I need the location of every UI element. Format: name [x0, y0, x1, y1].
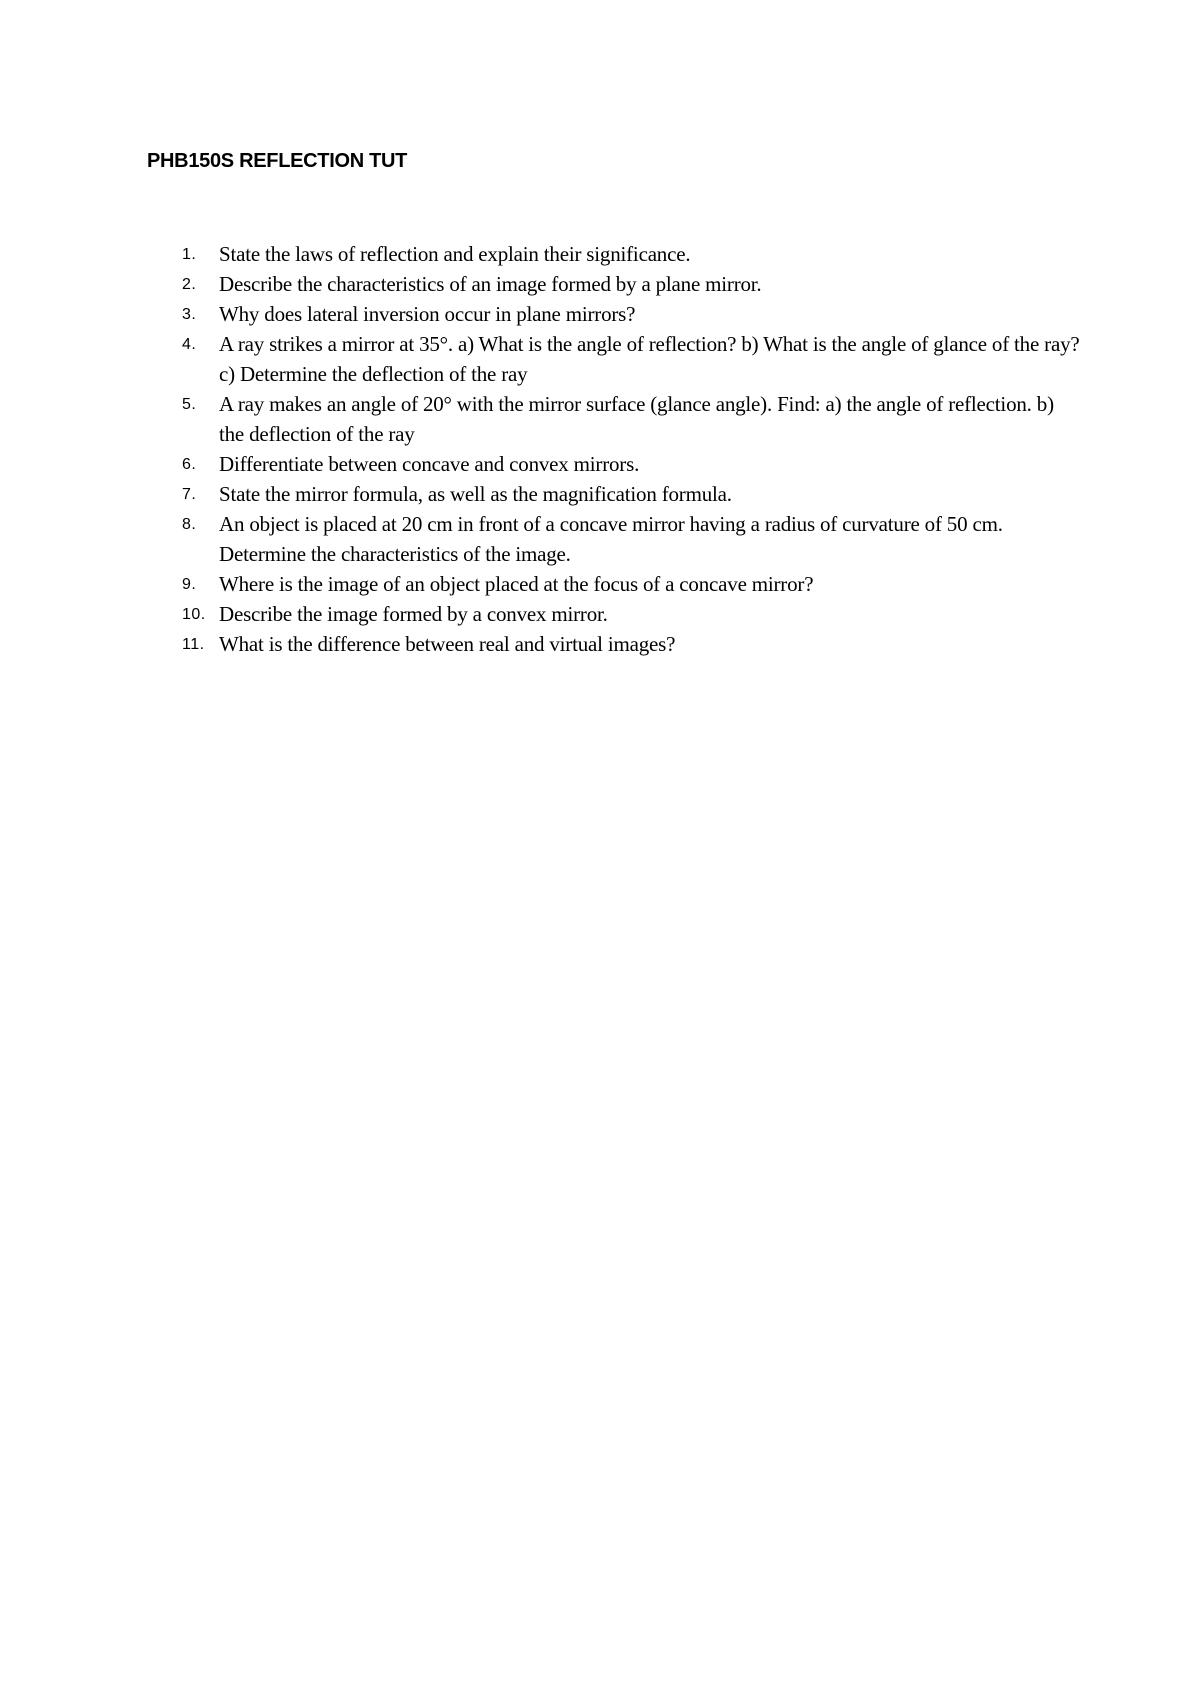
question-number: 10.	[182, 606, 206, 623]
question-number: 7.	[182, 486, 197, 503]
question-item	[182, 299, 1082, 329]
question-item	[182, 599, 1082, 629]
question-text: Describe the characteristics of an image formed by a plane mirror.	[219, 272, 762, 296]
question-text: A ray strikes a mirror at 35°. a) What is the angle of reflection? b) What is the angle of glance of the ray? c) Determine the deflection of the ray	[219, 332, 1080, 386]
question-number: 6.	[182, 456, 197, 473]
question-text: An object is placed at 20 cm in front of a concave mirror having a radius of curvature of 50 cm. Determine the characteristics of the image.	[219, 512, 1003, 566]
question-item	[182, 389, 1082, 449]
question-list	[182, 239, 1082, 659]
question-item	[182, 479, 1082, 509]
question-number: 1.	[182, 246, 197, 263]
question-item	[182, 269, 1082, 299]
question-number: 2.	[182, 276, 197, 293]
question-item	[182, 449, 1082, 479]
question-number: 11.	[182, 636, 205, 653]
question-text: State the mirror formula, as well as the magnification formula.	[219, 482, 732, 506]
question-text: What is the difference between real and virtual images?	[219, 632, 676, 656]
question-item	[182, 329, 1082, 389]
question-number: 9.	[182, 576, 197, 593]
question-item	[182, 509, 1082, 569]
question-text: Describe the image formed by a convex mirror.	[219, 602, 608, 626]
question-item	[182, 239, 1082, 269]
question-number: 5.	[182, 396, 197, 413]
question-text: Why does lateral inversion occur in plane mirrors?	[219, 302, 636, 326]
question-number: 8.	[182, 516, 197, 533]
question-text: A ray makes an angle of 20° with the mirror surface (glance angle). Find: a) the angle of reflection. b) the deflection of the ray	[219, 392, 1054, 446]
question-text: State the laws of reflection and explain their significance.	[219, 242, 691, 266]
question-number: 3.	[182, 306, 197, 323]
question-text: Differentiate between concave and convex mirrors.	[219, 452, 640, 476]
question-number: 4.	[182, 336, 197, 353]
question-text: Where is the image of an object placed at the focus of a concave mirror?	[219, 572, 814, 596]
document-title: PHB150S REFLECTION TUT	[147, 150, 408, 172]
question-item	[182, 569, 1082, 599]
question-item	[182, 629, 1082, 659]
